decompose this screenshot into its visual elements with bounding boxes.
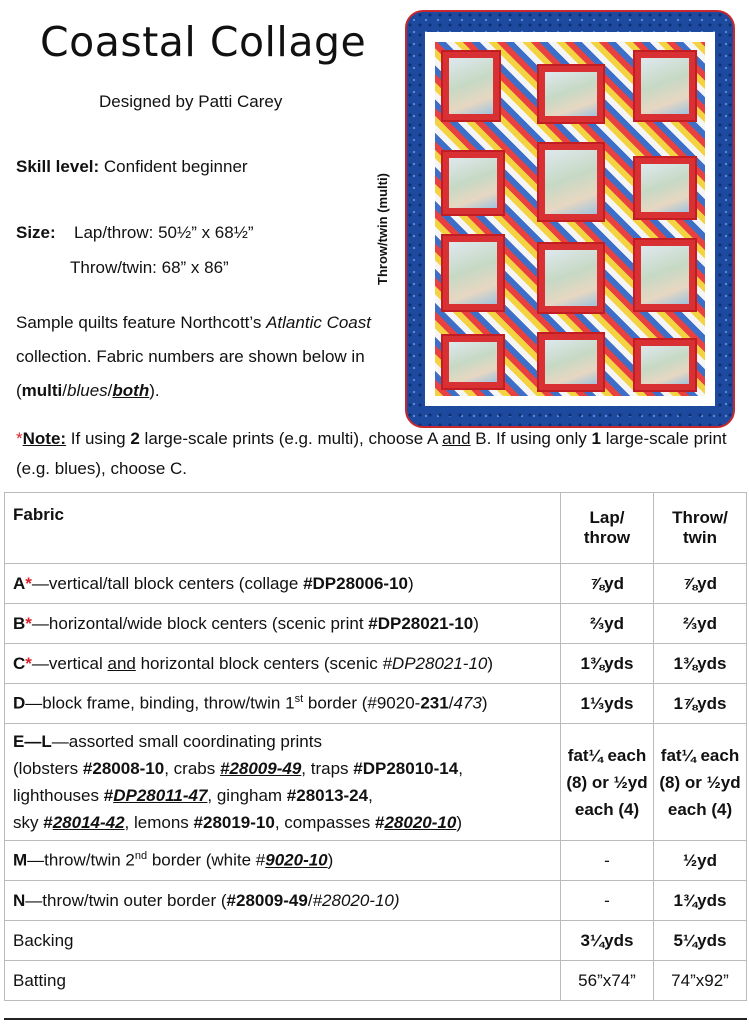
page-title: Coastal Collage: [40, 18, 367, 66]
table-row: [5, 841, 747, 881]
fabric-cell: M—throw/twin 2nd border (white #9020-10): [5, 841, 561, 881]
size-lap: Lap/throw: 50½” x 68½”: [74, 223, 254, 242]
fabric-cell: Backing: [5, 921, 561, 961]
header-lap: Lap/ throw: [561, 493, 654, 564]
fabric-table: [4, 492, 747, 1001]
table-row: [5, 644, 747, 684]
lap-cell: -: [561, 881, 654, 921]
table-row: [5, 724, 747, 841]
twin-cell: 1¾yds: [654, 881, 747, 921]
table-row: [5, 921, 747, 961]
twin-cell: ⅞yd: [654, 564, 747, 604]
skill-value: Confident beginner: [103, 157, 248, 176]
quilt-image: [405, 10, 735, 428]
skill-level: [16, 157, 248, 177]
table-row: [5, 961, 747, 1001]
fabric-cell: N—throw/twin outer border (#28009-49/#28020-10): [5, 881, 561, 921]
fabric-cell: B*—horizontal/wide block centers (scenic print #DP28021-10): [5, 604, 561, 644]
size-twin: Throw/twin: 68” x 86”: [70, 258, 229, 277]
designer-credit: Designed by Patti Carey: [99, 92, 283, 111]
header-fabric: Fabric: [5, 493, 561, 564]
twin-cell: 5¼yds: [654, 921, 747, 961]
quilt-caption: Throw/twin (multi): [375, 173, 390, 285]
twin-cell: 1⅞yds: [654, 684, 747, 724]
lap-cell: 1⅓yds: [561, 684, 654, 724]
size-label: Size:: [16, 223, 56, 242]
lap-cell: ⅔yd: [561, 604, 654, 644]
fabric-cell: A*—vertical/tall block centers (collage #DP28006-10): [5, 564, 561, 604]
lap-cell: 56”x74”: [561, 961, 654, 1001]
fabric-cell: Batting: [5, 961, 561, 1001]
skill-label: Skill level:: [16, 157, 100, 176]
lap-cell: 1⅜yds: [561, 644, 654, 684]
lap-cell: 3¼yds: [561, 921, 654, 961]
fabric-cell: C*—vertical and horizontal block centers (scenic #DP28021-10): [5, 644, 561, 684]
sample-paragraph: Sample quilts feature Northcott’s Atlantic Coast collection. Fabric numbers are shown below in (multi/blues/both).: [16, 313, 371, 400]
fabric-cell: D—block frame, binding, throw/twin 1st border (#9020-231/473): [5, 684, 561, 724]
table-row: [5, 564, 747, 604]
lap-cell: fat¼ each (8) or ½yd each (4): [561, 724, 654, 841]
fabric-cell: E—L—assorted small coordinating prints (lobsters #28008-10, crabs #28009-49, traps #DP28010-14, lighthouses #DP28011-47, gingham #28013-24, sky #28014-42, lemons #28019-10, compasses #28020-10): [5, 724, 561, 841]
twin-cell: fat¼ each (8) or ½yd each (4): [654, 724, 747, 841]
twin-cell: ½yd: [654, 841, 747, 881]
lap-cell: -: [561, 841, 654, 881]
note-paragraph: *Note: If using 2 large-scale prints (e.g. multi), choose A and B. If using only 1 large-scale print (e.g. blues), choose C.: [16, 429, 727, 478]
lap-cell: ⅞yd: [561, 564, 654, 604]
twin-cell: 1⅜yds: [654, 644, 747, 684]
header-twin: Throw/ twin: [654, 493, 747, 564]
table-row: [5, 604, 747, 644]
table-row: [5, 881, 747, 921]
table-row: [5, 684, 747, 724]
bottom-rule: [4, 1018, 747, 1020]
table-header-row: [5, 493, 747, 564]
twin-cell: 74”x92”: [654, 961, 747, 1001]
twin-cell: ⅔yd: [654, 604, 747, 644]
